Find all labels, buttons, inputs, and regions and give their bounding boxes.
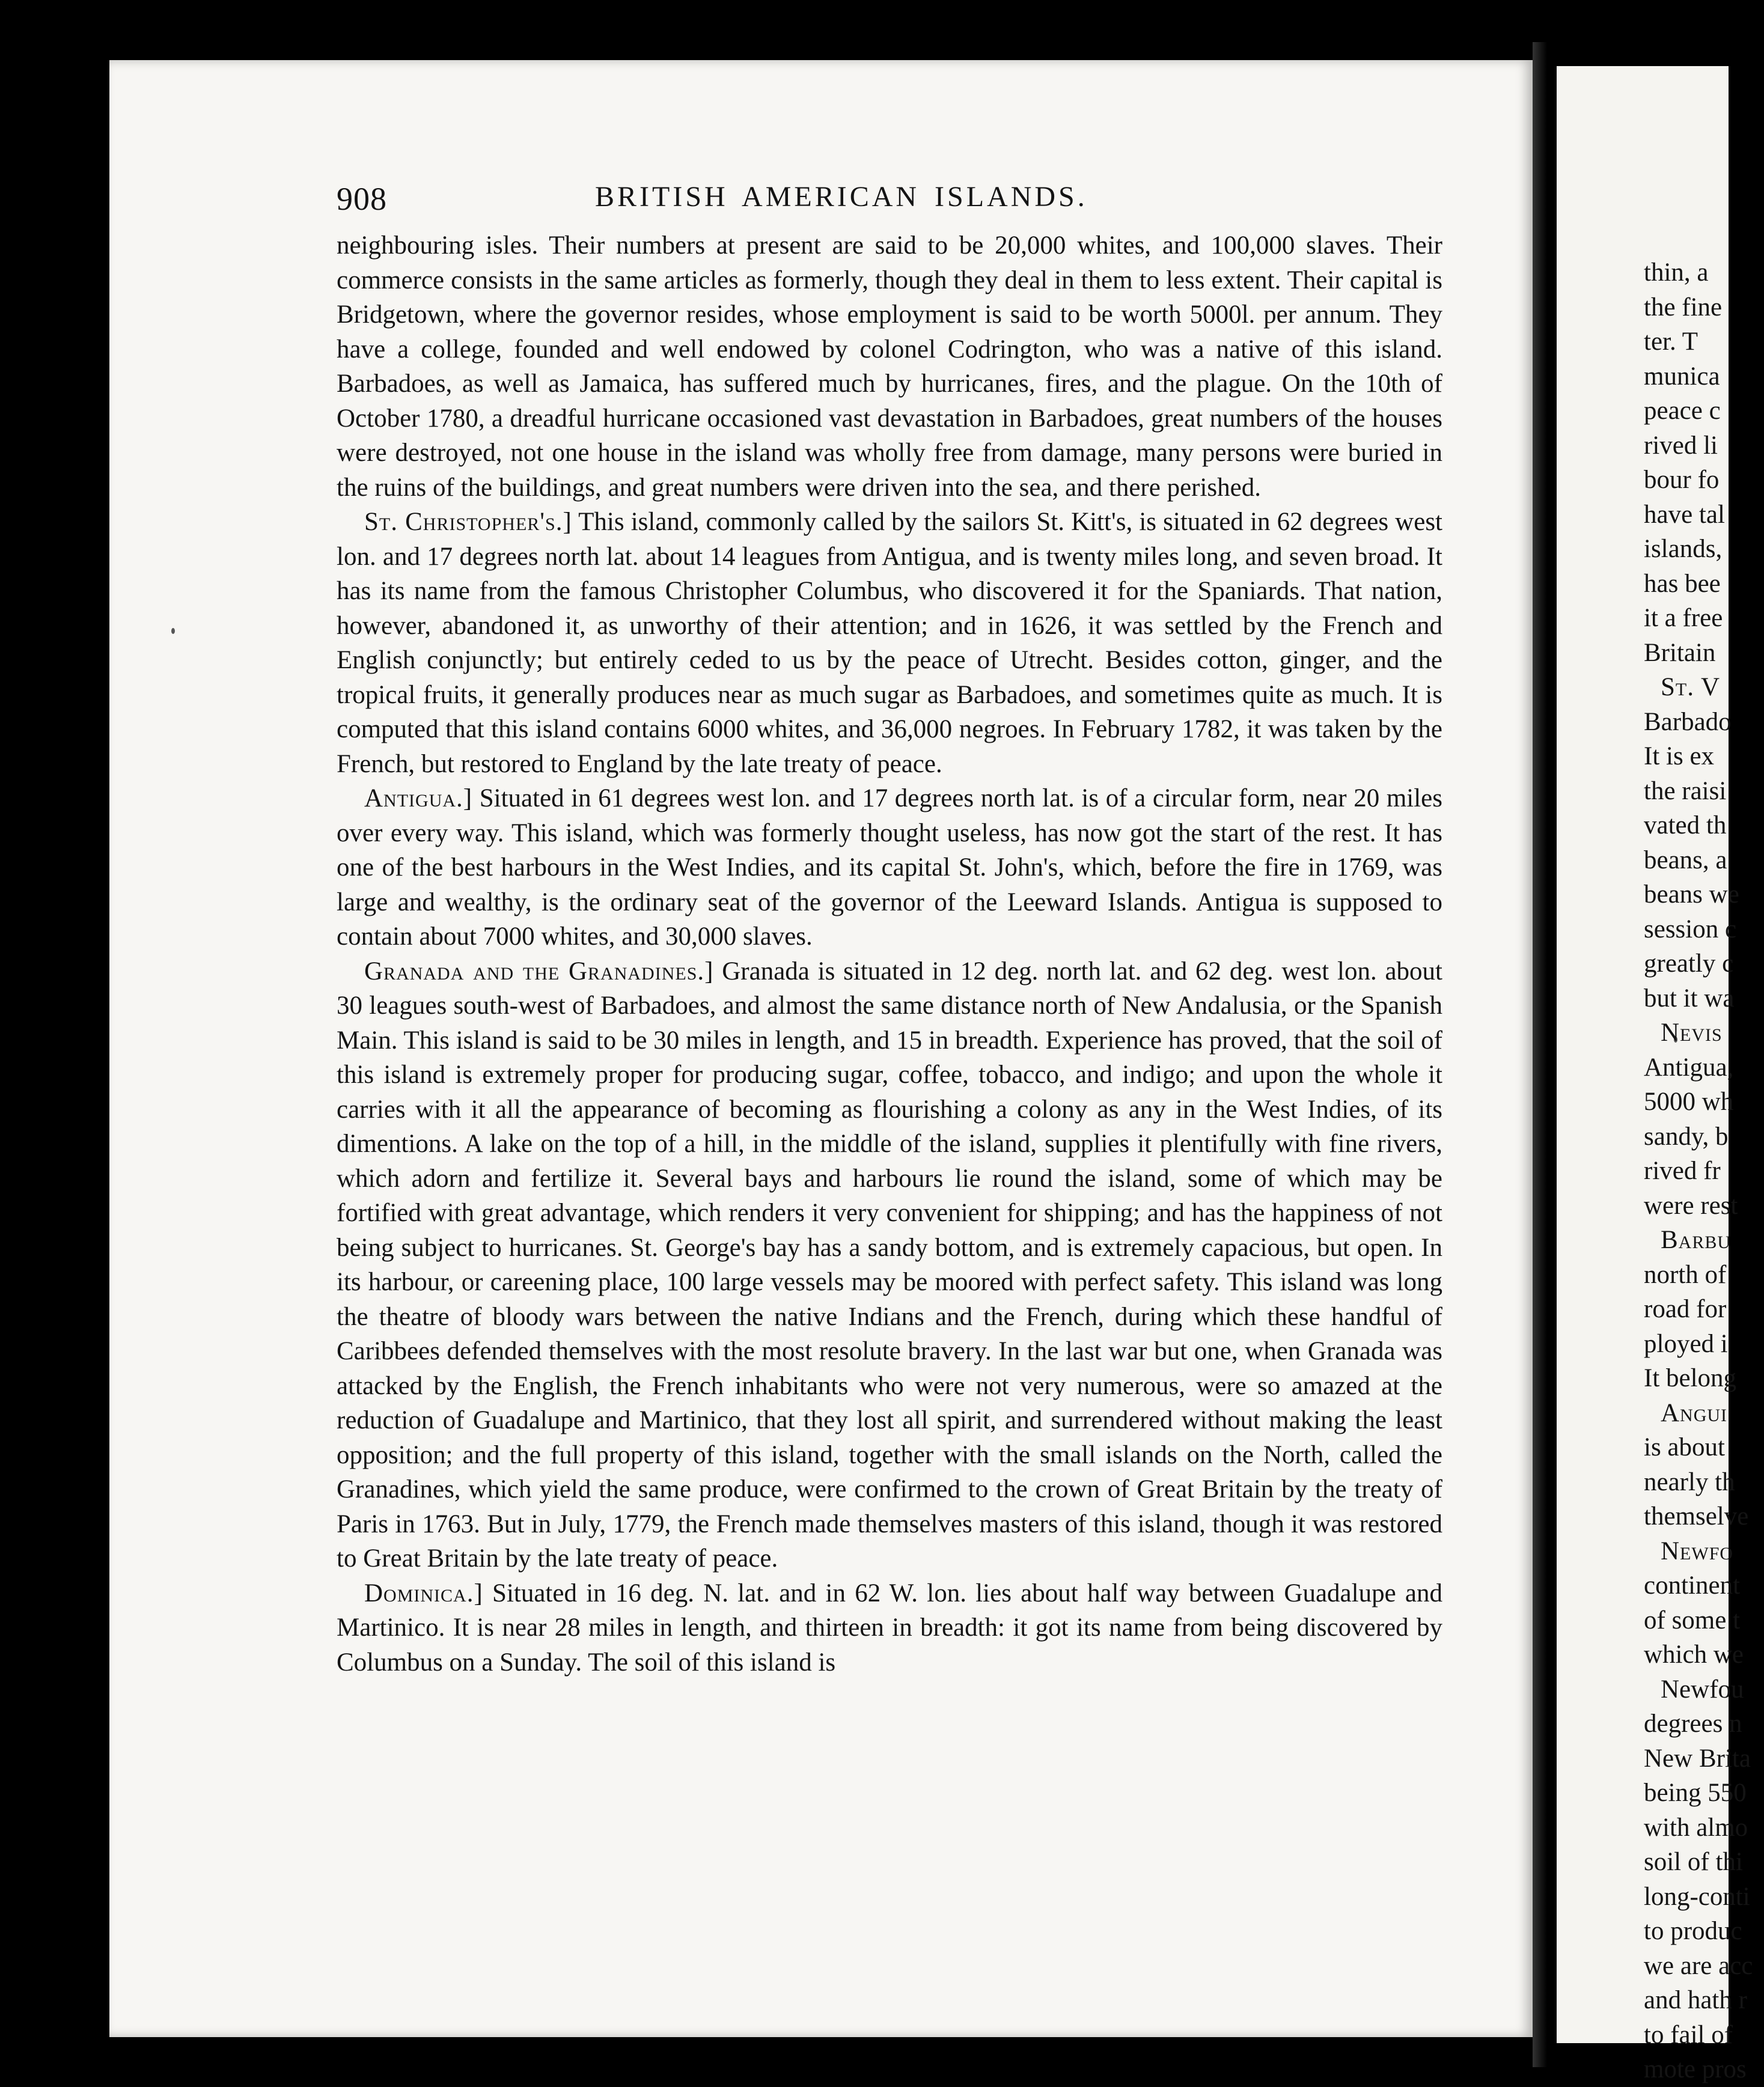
right-page-line: which we	[1644, 1641, 1744, 1669]
right-page-line: of some t	[1644, 1606, 1741, 1635]
right-page-line: degrees n	[1644, 1710, 1742, 1738]
right-page-line: St. V	[1661, 673, 1721, 701]
right-page-line: but it wa	[1644, 984, 1735, 1013]
right-page-line: the fine	[1644, 293, 1723, 321]
right-page-line: to fail of	[1644, 2020, 1733, 2049]
page-header	[222, 180, 1442, 228]
right-page-line: road for	[1644, 1295, 1727, 1323]
right-page-line: and hath r	[1644, 1986, 1747, 2014]
right-page-line: Antigua,	[1644, 1053, 1734, 1082]
paragraph-granada	[337, 954, 1442, 1576]
right-page-line: is about	[1644, 1433, 1725, 1461]
right-page-line: It belong	[1644, 1364, 1737, 1392]
page-number: 908	[337, 181, 387, 217]
right-page-line: islands,	[1644, 535, 1723, 563]
right-page-line: we are acc	[1644, 1951, 1753, 1980]
section-heading: Dominica.]	[364, 1579, 483, 1607]
right-page-line: north of	[1644, 1260, 1727, 1289]
speck-mark	[171, 628, 175, 634]
right-page-line: themselve	[1644, 1502, 1749, 1531]
paragraph-barbadoes	[337, 228, 1442, 505]
right-page-line: Nevis	[1661, 1019, 1723, 1047]
right-page-line: beans, a	[1644, 845, 1727, 874]
right-page-line: greatly c	[1644, 949, 1734, 978]
right-page-line: vated th	[1644, 811, 1727, 839]
right-page-line: were rest	[1644, 1191, 1738, 1220]
right-page-line: Newfo	[1661, 1537, 1734, 1565]
paragraph-text: Situated in 16 deg. N. lat. and in 62 W. lon. lies about half way between Guadalupe and Martinico. It is near 28 miles in length, and thirteen in breadth: it got its name from being discovered by Columbus on a Sunday. The soil of this island is	[337, 1579, 1442, 1677]
right-page-line: Angui	[1661, 1398, 1728, 1427]
right-page-line: session c	[1644, 915, 1737, 943]
right-page-line: mote pros	[1644, 2055, 1747, 2083]
right-page-line: peace c	[1644, 397, 1721, 425]
right-page-line: Britain	[1644, 638, 1716, 667]
right-page-line: with almo	[1644, 1813, 1748, 1842]
right-page-line: has bee	[1644, 569, 1721, 598]
right-page-line: it a free	[1644, 604, 1723, 632]
section-heading: St. Christopher's.]	[364, 508, 572, 536]
right-page-line: to produc	[1644, 1917, 1742, 1945]
right-page-line: Newfou	[1661, 1675, 1744, 1704]
right-page-line: New Brita	[1644, 1744, 1751, 1773]
right-page-line: nearly th	[1644, 1467, 1735, 1496]
right-page-line: Barbu	[1661, 1226, 1732, 1254]
right-page-line: ployed i	[1644, 1329, 1728, 1358]
body-text	[337, 228, 1442, 1680]
paragraph-dominica	[337, 1576, 1442, 1680]
right-page-line: long-conti	[1644, 1882, 1750, 1911]
right-page-line: continent	[1644, 1571, 1741, 1600]
paragraph-text: Situated in 61 degrees west lon. and 17 degrees north lat. is of a circular form, near 20 miles over every way. This island, which was formerly thought useless, has now got the start of the rest. It has one of the best harbours in the West Indies, and its capital St. John's, which, before the fire in 1769, was large and wealthy, is the ordinary seat of the governor of the Leeward Islands. Antigua is supposed to contain about 7000 whites, and 30,000 slaves.	[337, 784, 1442, 951]
right-page-content	[1644, 255, 1764, 2087]
section-heading: Antigua.]	[364, 784, 473, 812]
left-page-content	[222, 180, 1443, 1677]
right-page-line: bour fo	[1644, 466, 1720, 494]
book-gutter	[1533, 42, 1557, 2067]
right-page-line: ter. T	[1644, 328, 1698, 356]
paragraph-text: neighbouring isles. Their numbers at present are said to be 20,000 whites, and 100,000 slaves. Their commerce consists in the same articles as formerly, though they deal in them to less extent. Their capital is Bridgetown, where the governor resides, whose employment is said to be worth 5000l. per annum. They have a college, founded and well endowed by colonel Codrington, who was a native of this island. Barbadoes, as well as Jamaica, has suffered much by hurricanes, fires, and the plague. On the 10th of October 1780, a dreadful hurricane occasioned vast devastation in Barbadoes, great numbers of the houses were destroyed, not one house in the island was wholly free from damage, many persons were buried in the ruins of the buildings, and great numbers were driven into the sea, and there perished.	[337, 231, 1442, 502]
right-page-line: being 550	[1644, 1779, 1747, 1807]
paragraph-antigua	[337, 781, 1442, 954]
right-page-line: sandy, b	[1644, 1122, 1729, 1151]
paragraph-text: Granada is situated in 12 deg. north lat. and 62 deg. west lon. about 30 leagues south-west of Barbadoes, and almost the same distance north of New Andalusia, or the Spanish Main. This island is said to be 30 miles in length, and 15 in breadth. Experience has proved, that the soil of this island is extremely proper for producing sugar, coffee, tobacco, and indigo; and upon the whole it carries with it all the appearance of becoming as flourishing a colony as any in the West Indies, of its dimentions. A lake on the top of a hill, in the middle of the island, supplies it plentifully with fine rivers, which adorn and fertilize it. Several bays and harbours lie round the island, some of which may be fortified with great advantage, which renders it very convenient for shipping; and has the happiness of not being subject to hurricanes. St. George's bay has a sandy bottom, and is extremely capacious, but open. In its harbour, or careening place, 100 large vessels may be moored with perfect safety. This island was long the theatre of bloody wars between the native Indians and the French, during which these handful of Caribbees defended themselves with the most resolute bravery. In the last war but one, when Granada was attacked by the English, the French inhabitants who were not very numerous, were so amazed at the reduction of Guadalupe and Martinico, that they lost all spirit, and surrendered without making the least opposition; and the full property of this island, together with the small islands on the North, called the Granadines, which yield the same produce, were confirmed to the crown of Great Britain by the treaty of Paris in 1763. But in July, 1779, the French made themselves masters of this island, though it was restored to Great Britain by the late treaty of peace.	[337, 957, 1443, 1573]
right-page-line: It is ex	[1644, 742, 1715, 770]
right-page-line: thin, a	[1644, 258, 1709, 287]
right-page-line: munica	[1644, 362, 1720, 391]
right-page-line: beans we	[1644, 880, 1739, 909]
section-heading: Granada and the Granadines.]	[364, 957, 714, 986]
right-page-line: have tal	[1644, 500, 1725, 529]
right-page-line: the raisi	[1644, 776, 1727, 805]
right-page-line: rived li	[1644, 431, 1718, 460]
right-page-line: Barbado	[1644, 707, 1732, 736]
right-page-line: 5000 wh	[1644, 1088, 1734, 1116]
paragraph-text: This island, commonly called by the sailors St. Kitt's, is situated in 62 degrees west lon. and 17 degrees north lat. about 14 leagues from Antigua, and is twenty miles long, and seven broad. It has its name from the famous Christopher Columbus, who discovered it for the Spaniards. That nation, however, abandoned it, as unworthy of their attention; and in 1626, it was settled by the French and English conjunctly; but entirely ceded to us by the peace of Utrecht. Besides cotton, ginger, and the tropical fruits, it generally produces near as much sugar as Barbadoes, and sometimes quite as much. It is computed that this island contains 6000 whites, and 36,000 negroes. In February 1782, it was taken by the French, but restored to England by the late treaty of peace.	[337, 508, 1443, 778]
paragraph-st-christophers	[337, 505, 1442, 781]
right-page-line: rived fr	[1644, 1157, 1721, 1185]
running-title: BRITISH AMERICAN ISLANDS.	[595, 181, 1088, 213]
right-page-line: soil of thi	[1644, 1848, 1743, 1876]
